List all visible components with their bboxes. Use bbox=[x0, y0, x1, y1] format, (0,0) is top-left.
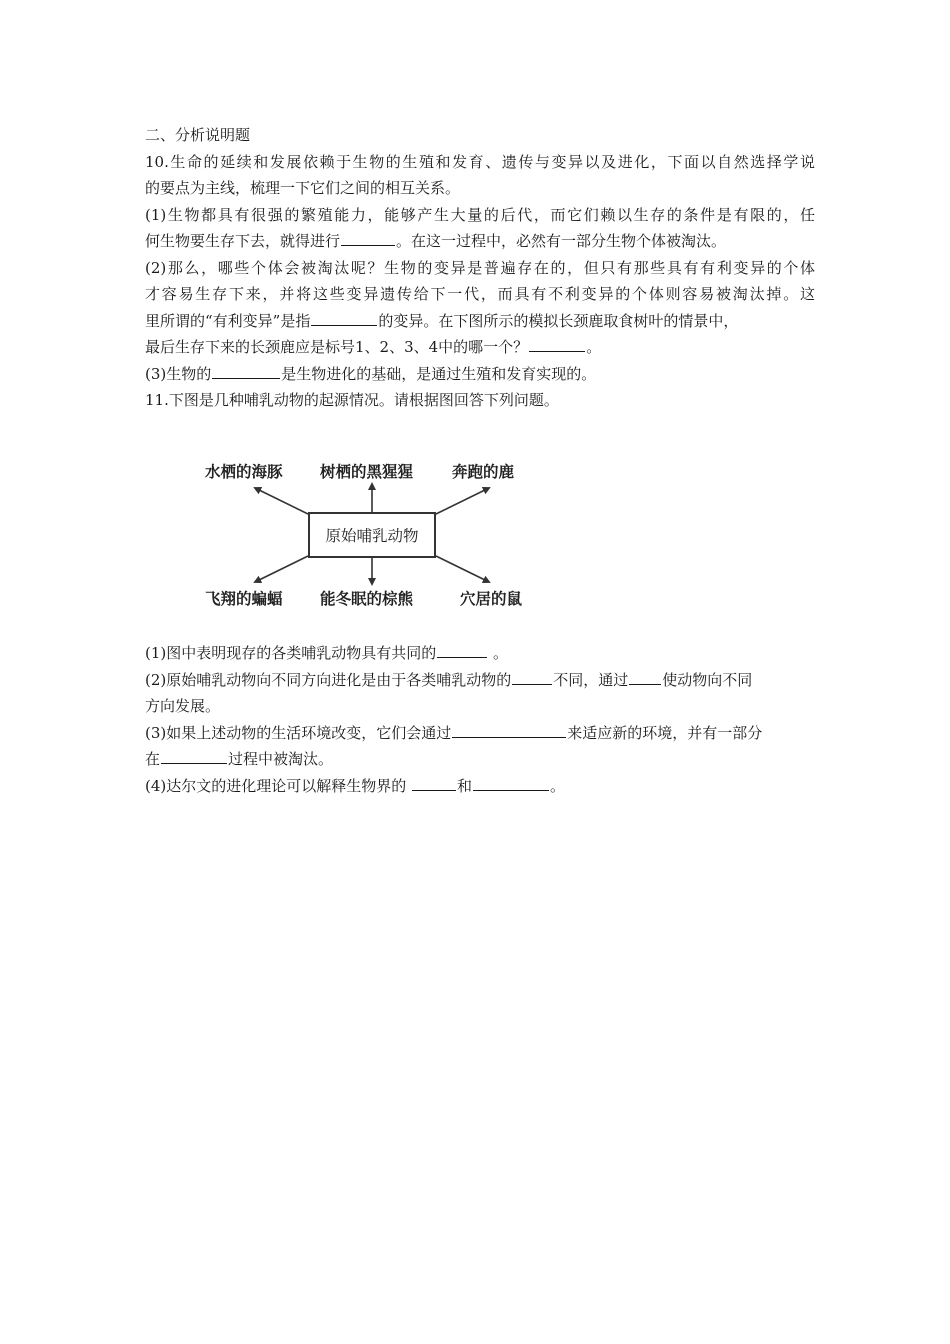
label-flying-bat: 飞翔的蝙蝠 bbox=[205, 590, 283, 608]
q11-s1-line bbox=[145, 640, 815, 667]
q11-s4-text-c: 。 bbox=[550, 776, 566, 795]
q10-p2-text-a: 里所谓的“有利变异”是指 bbox=[145, 311, 311, 330]
label-aquatic-dolphin: 水栖的海豚 bbox=[205, 463, 283, 481]
label-running-deer: 奔跑的鹿 bbox=[452, 463, 515, 481]
label-burrowing-mouse: 穴居的鼠 bbox=[460, 590, 523, 608]
answer-blank-q10-2[interactable] bbox=[311, 310, 377, 326]
answer-blank-q11-6[interactable] bbox=[412, 775, 456, 791]
q10-p2-line2: 才容易生存下来，并将这些变异遗传给下一代，而具有不利变异的个体则容易被淘汰掉。这 bbox=[145, 285, 815, 303]
answer-blank-q11-5[interactable] bbox=[161, 748, 227, 764]
question-block-10 bbox=[145, 122, 815, 414]
arrow-to-bat bbox=[255, 556, 308, 582]
q11-s1-text-b: 。 bbox=[488, 644, 509, 662]
q11-s4-text-a: (4)达尔文的进化理论可以解释生物界的 bbox=[145, 776, 412, 795]
answer-blank-q10-3[interactable] bbox=[529, 336, 585, 352]
q11-s2-text-a: (2)原始哺乳动物向不同方向进化是由于各类哺乳动物的 bbox=[145, 670, 512, 689]
q10-intro-line1: 10.生命的延续和发展依赖于生物的生殖和发育、遗传与变异以及进化，下面以自然选择学说 bbox=[145, 152, 815, 171]
q11-s3-text-d: 过程中被淘汰。 bbox=[228, 750, 334, 768]
q10-p2-line4 bbox=[145, 334, 815, 361]
q11-s3-text-b: 来适应新的环境，并有一部分 bbox=[567, 723, 763, 742]
q11-s2-line2: 方向发展。 bbox=[145, 697, 221, 715]
q10-p2-text-c: 最后生存下来的长颈鹿应是标号1、2、3、4中的哪一个？ bbox=[145, 338, 529, 356]
q11-s3-line1 bbox=[145, 720, 815, 747]
q10-p1-line1: (1)生物都具有很强的繁殖能力，能够产生大量的后代，而它们赖以生存的条件是有限的，任 bbox=[145, 205, 815, 224]
q11-s2-text-b: 不同，通过 bbox=[553, 670, 629, 689]
primitive-mammal-box: 原始哺乳动物 bbox=[308, 512, 436, 558]
q11-s4-line bbox=[145, 773, 815, 800]
q11-s2-text-c: 使动物向不同 bbox=[662, 670, 753, 689]
label-arboreal-chimpanzee: 树栖的黑猩猩 bbox=[320, 463, 414, 481]
answer-blank-q11-4[interactable] bbox=[452, 722, 566, 738]
q11-s2-line1 bbox=[145, 667, 815, 694]
answer-blank-q11-2[interactable] bbox=[512, 669, 552, 685]
arrow-to-dolphin bbox=[255, 488, 308, 514]
arrow-to-deer bbox=[436, 488, 489, 514]
q10-intro-line2: 的要点为主线，梳理一下它们之间的相互关系。 bbox=[145, 179, 461, 197]
q10-p2-text-b: 的变异。在下图所示的模拟长颈鹿取食树叶的情景中， bbox=[378, 311, 739, 330]
q11-s3-text-a: (3)如果上述动物的生活环境改变，它们会通过 bbox=[145, 723, 452, 742]
q11-s1-text-a: (1)图中表明现存的各类哺乳动物具有共同的 bbox=[145, 644, 437, 662]
q10-p2-text-d: 。 bbox=[586, 338, 602, 356]
q10-p1-text-a: 何生物要生存下去，就得进行 bbox=[145, 232, 341, 250]
section-title: 二、分析说明题 bbox=[145, 126, 251, 144]
q11-intro: 11.下图是几种哺乳动物的起源情况。请根据图回答下列问题。 bbox=[145, 391, 559, 409]
q10-p1-text-b: 。在这一过程中，必然有一部分生物个体被淘汰。 bbox=[396, 232, 727, 250]
question-block-11 bbox=[145, 640, 815, 799]
label-hibernating-bear: 能冬眠的棕熊 bbox=[320, 590, 414, 608]
answer-blank-q10-4[interactable] bbox=[212, 363, 280, 379]
q10-p3-text-a: (3)生物的 bbox=[145, 364, 212, 383]
answer-blank-q11-3[interactable] bbox=[629, 669, 661, 685]
q10-p3-text-b: 是生物进化的基础，是通过生殖和发育实现的。 bbox=[281, 364, 597, 383]
q10-p2-line1: (2)那么，哪些个体会被淘汰呢？生物的变异是普遍存在的，但只有那些具有有利变异的个体 bbox=[145, 258, 815, 277]
answer-blank-q11-1[interactable] bbox=[437, 642, 487, 658]
q11-s3-text-c: 在 bbox=[145, 750, 161, 768]
q11-s4-text-b: 和 bbox=[457, 776, 473, 795]
arrow-to-mouse bbox=[436, 556, 489, 582]
q10-p1-line2 bbox=[145, 228, 815, 255]
q10-p3-line bbox=[145, 361, 815, 388]
answer-blank-q10-1[interactable] bbox=[341, 230, 395, 246]
answer-blank-q11-7[interactable] bbox=[473, 775, 549, 791]
mammal-origin-diagram bbox=[195, 450, 545, 615]
q10-p2-line3 bbox=[145, 308, 815, 335]
q11-s3-line2 bbox=[145, 746, 815, 773]
